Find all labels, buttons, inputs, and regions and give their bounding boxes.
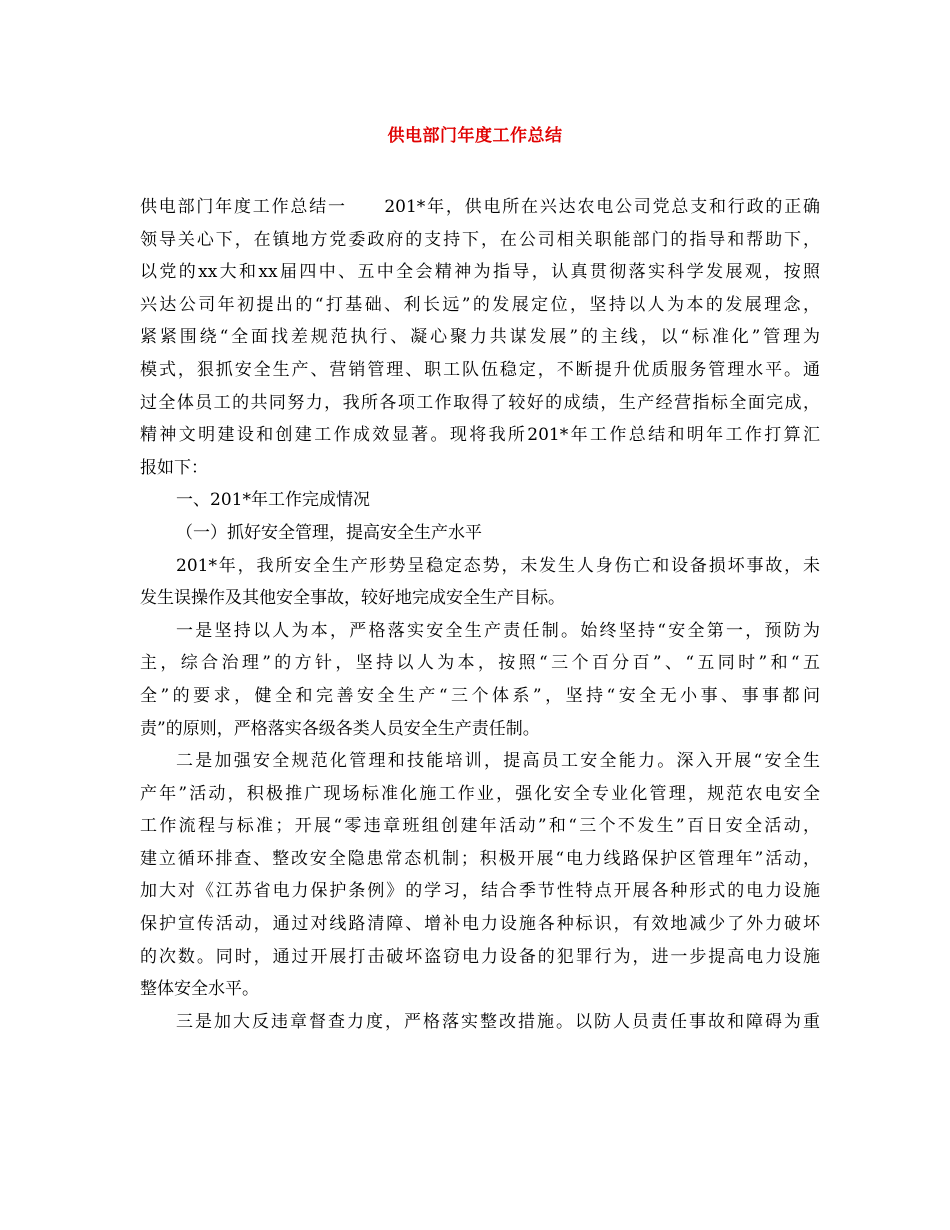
text-line: 精神文明建设和创建工作成效显著。现将我所201*年工作总结和明年工作打算汇	[140, 425, 820, 446]
text-line: 供电部门年度工作总结一 201*年，供电所在兴达农电公司党总支和行政的正确	[140, 197, 820, 217]
text-line: 全”的要求，健全和完善安全生产“三个体系”，坚持“安全无小事、事事都问	[140, 685, 820, 706]
text-line: 201*年，我所安全生产形势呈稳定态势，未发生人身伤亡和设备损坏事故，未	[176, 555, 820, 576]
text-line: 模式，狠抓安全生产、营销管理、职工队伍稳定，不断提升优质服务管理水平。通	[140, 359, 820, 380]
text-line: 的次数。同时，通过开展打击破坏盗窃电力设备的犯罪行为，进一步提高电力设施	[140, 946, 820, 967]
text-line: 一是坚持以人为本，严格落实安全生产责任制。始终坚持“安全第一，预防为	[176, 620, 820, 641]
document-title: 供电部门年度工作总结	[387, 126, 563, 146]
text-line: 保护宣传活动，通过对线路清障、增补电力设施各种标识，有效地减少了外力破坏	[140, 914, 820, 935]
text-line: 三是加大反违章督查力度，严格落实整改措施。以防人员责任事故和障碍为重	[176, 1011, 820, 1032]
text-line: 领导关心下，在镇地方党委政府的支持下，在公司相关职能部门的指导和帮助下，	[140, 229, 820, 250]
document-body	[140, 191, 820, 1038]
text-line: 发生误操作及其他安全事故，较好地完成安全生产目标。	[140, 588, 565, 609]
text-line: （一）抓好安全管理，提高安全生产水平	[176, 522, 482, 543]
text-line: 报如下：	[140, 457, 208, 478]
text-line: 紧紧围绕“全面找差规范执行、凝心聚力共谋发展”的主线，以“标准化”管理为	[140, 327, 820, 348]
text-line: 工作流程与标准；开展“零违章班组创建年活动”和“三个不发生”百日安全活动，	[140, 816, 820, 837]
text-line: 二是加强安全规范化管理和技能培训，提高员工安全能力。深入开展“安全生	[176, 751, 820, 772]
text-line: 产年”活动，积极推广现场标准化施工作业，强化安全专业化管理，规范农电安全	[140, 783, 820, 804]
text-line: 责”的原则，严格落实各级各类人员安全生产责任制。	[140, 718, 540, 739]
text-line: 一、201*年工作完成情况	[176, 490, 370, 511]
text-line: 加大对《江苏省电力保护条例》的学习，结合季节性特点开展各种形式的电力设施	[140, 881, 820, 902]
text-line: 兴达公司年初提出的“打基础、利长远”的发展定位，坚持以人为本的发展理念，	[140, 294, 820, 315]
text-line: 以党的xx大和xx届四中、五中全会精神为指导，认真贯彻落实科学发展观，按照	[140, 262, 820, 283]
text-line: 主，综合治理”的方针，坚持以人为本，按照“三个百分百”、“五同时”和“五	[140, 653, 820, 674]
text-line: 建立循环排查、整改安全隐患常态机制；积极开展“电力线路保护区管理年”活动，	[140, 848, 820, 869]
text-line: 整体安全水平。	[140, 979, 259, 1000]
text-line: 过全体员工的共同努力，我所各项工作取得了较好的成绩，生产经营指标全面完成，	[140, 392, 820, 413]
